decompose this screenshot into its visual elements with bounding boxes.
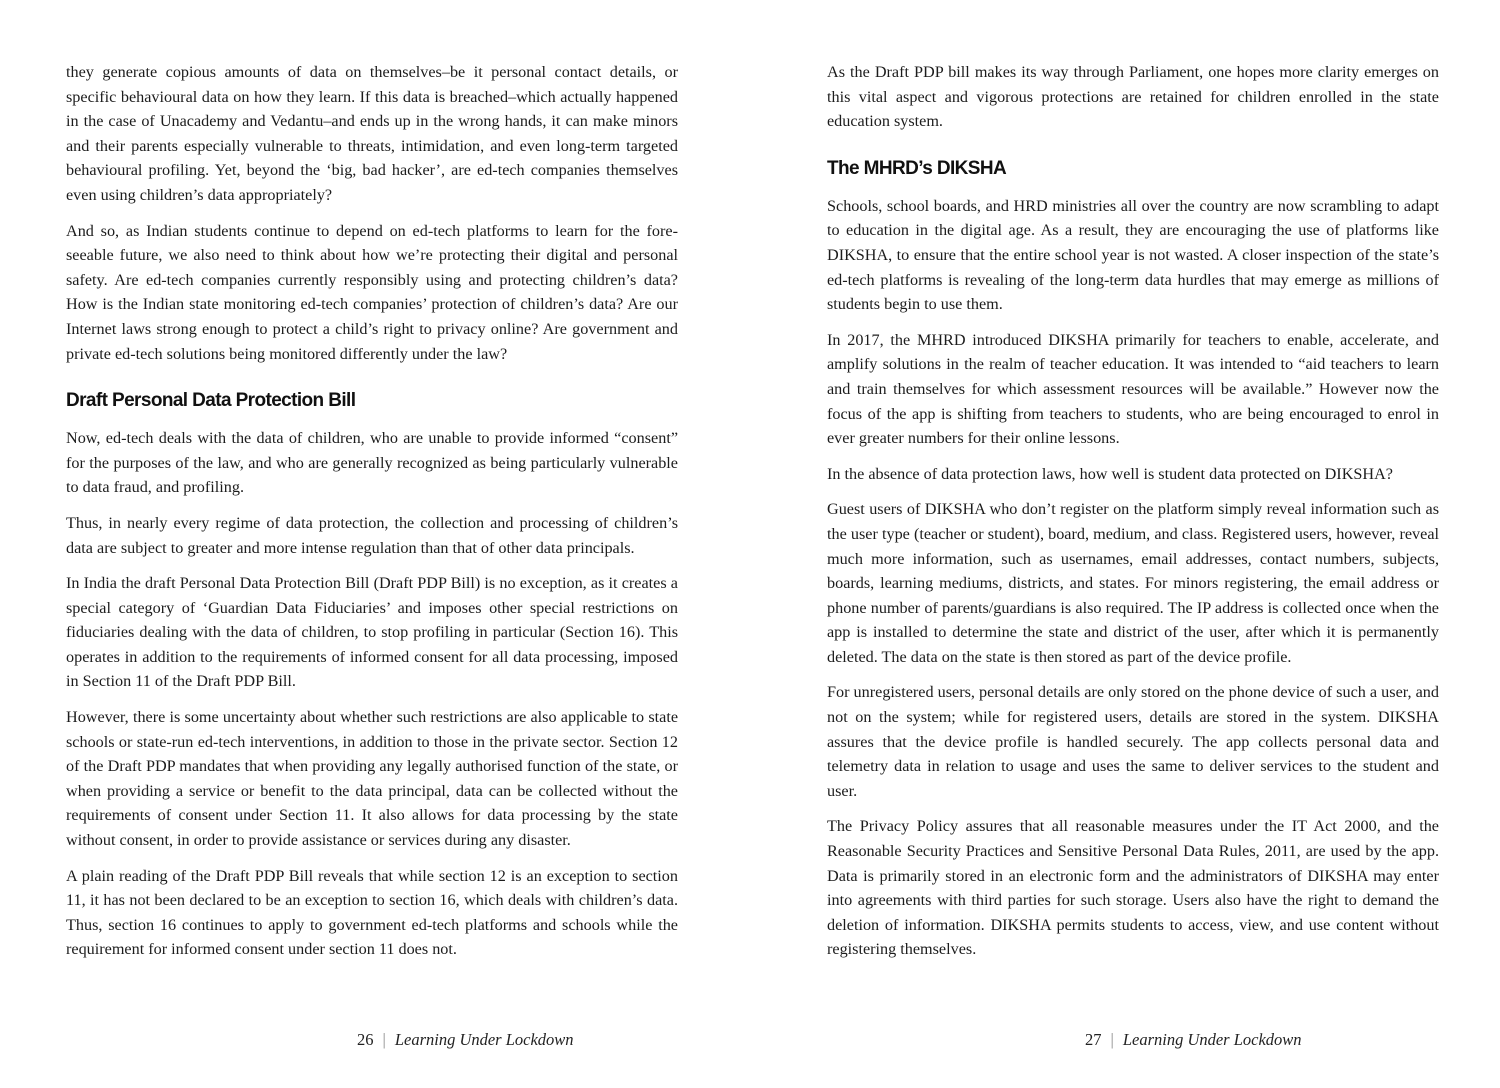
footer-separator: | xyxy=(382,1030,386,1049)
right-page xyxy=(827,60,1439,973)
page-number: 26 xyxy=(357,1030,374,1049)
right-page-footer xyxy=(1085,1030,1302,1050)
paragraph: However, there is some uncertainty about whether such restrictions are also applicable to state schools or state-run ed-tech interventions, in addition to those in the private sector. Section 12 of the Draft PDP mandates that when providing any legally authorised function of the state, or when providing a service or benefit to the data principal, data can be collected without the requirements of consent under Section 11. It also allows for data processing by the state without consent, in order to provide assistance or services during any disaster. xyxy=(66,708,678,850)
paragraph: A plain reading of the Draft PDP Bill reveals that while section 12 is an exception to section 11, it has not been declared to be an exception to section 16, which deals with children’s data. Thus, section 16 continues to apply to government ed-tech platforms and schools while the requirement for informed consent under section 11 does not. xyxy=(66,866,678,959)
section-heading: Draft Personal Data Protection Bill xyxy=(66,390,356,412)
page-number: 27 xyxy=(1085,1030,1102,1049)
section-heading: The MHRD’s DIKSHA xyxy=(827,157,1007,179)
paragraph: In India the draft Personal Data Protection Bill (Draft PDP Bill) is no exception, as it creates a special category of ‘Guardian Data Fiduciaries’ and imposes other special restrictions on fiduciaries dealing with the data of children, to stop profiling in particular (Section 16). This operates in addition to the requirements of informed consent for all data processing, imposed in Section 11 of the Draft PDP Bill. xyxy=(66,574,678,691)
paragraph: Guest users of DIKSHA who don’t register on the platform simply reveal information such as the user type (teacher or student), board, medium, and class. Registered users, however, reveal much more information, such as usernames, email addresses, contact numbers, subjects, boards, learning mediums, districts, and states. For minors registering, the email address or phone number of parents/guardians is also required. The IP address is collected once when the app is installed to determine the state and district of the user, after which it is permanently deleted. The data on the state is then stored as part of the device profile. xyxy=(827,500,1439,666)
paragraph: And so, as Indian students continue to depend on ed-tech platforms to learn for the foreseeable future, we also need to think about how we’re protecting their digital and personal safety. Are ed-tech companies currently responsibly using and protecting children’s data? How is the Indian state monitoring ed-tech companies’ protection of children’s data? Are our Internet laws strong enough to protect a child’s right to privacy online? Are government and private ed-tech solutions being monitored differently under the law? xyxy=(66,221,678,363)
paragraph: they generate copious amounts of data on themselves–be it personal contact details, or specific behavioural data on how they learn. If this data is breached–which actually happened in the case of Unacademy and Vedantu–and ends up in the wrong hands, it can make minors and their parents especially vulnerable to threats, intimidation, and even long-term targeted behavioural profiling. Yet, beyond the ‘big, bad hacker’, are ed-tech companies themselves even using children’s data appropriately? xyxy=(66,63,678,204)
running-title: Learning Under Lockdown xyxy=(394,1030,574,1049)
footer-separator: | xyxy=(1110,1030,1114,1049)
left-page-footer xyxy=(357,1030,574,1050)
paragraph: The Privacy Policy assures that all reasonable measures under the IT Act 2000, and the Reasonable Security Practices and Sensitive Personal Data Rules, 2011, are used by the app. Data is primarily stored in an electronic form and the administrators of DIKSHA may enter into agreements with third parties for such storage. Users also have the right to demand the deletion of information. DIKSHA permits students to access, view, and use content without registering themselves. xyxy=(827,817,1439,959)
paragraph: In 2017, the MHRD introduced DIKSHA primarily for teachers to enable, accelerate, and amplify solutions in the realm of teacher education. It was intended to “aid teachers to learn and train themselves for which assessment resources will be available.” However now the focus of the app is shifting from teachers to students, who are being encouraged to enrol in ever greater numbers for their online lessons. xyxy=(827,330,1439,448)
paragraph: As the Draft PDP bill makes its way through Parliament, one hopes more clarity emerges on this vital aspect and vigorous protections are retained for children enrolled in the state education system. xyxy=(827,63,1439,131)
paragraph: In the absence of data protection laws, how well is student data protected on DIKSHA? xyxy=(827,464,1393,483)
left-page xyxy=(66,60,678,973)
running-title: Learning Under Lockdown xyxy=(1122,1030,1302,1049)
paragraph: Thus, in nearly every regime of data protection, the collection and processing of children’s data are subject to greater and more intense regulation than that of other data principals. xyxy=(66,513,678,557)
paragraph: Now, ed-tech deals with the data of children, who are unable to provide informed “consent” for the purposes of the law, and who are generally recognized as being particularly vulnerable to data fraud, and profiling. xyxy=(66,429,678,497)
paragraph: For unregistered users, personal details are only stored on the phone device of such a user, and not on the system; while for registered users, details are stored in the system. DIKSHA assures that the device profile is handled securely. The app collects personal data and telemetry data in relation to usage and uses the same to deliver services to the student and user. xyxy=(827,683,1439,800)
paragraph: Schools, school boards, and HRD ministries all over the country are now scrambling to adapt to education in the digital age. As a result, they are encouraging the use of platforms like DIKSHA, to ensure that the entire school year is not wasted. A closer inspection of the state’s ed-tech platforms is revealing of the long-term data hurdles that may emerge as millions of students begin to use them. xyxy=(827,196,1439,314)
